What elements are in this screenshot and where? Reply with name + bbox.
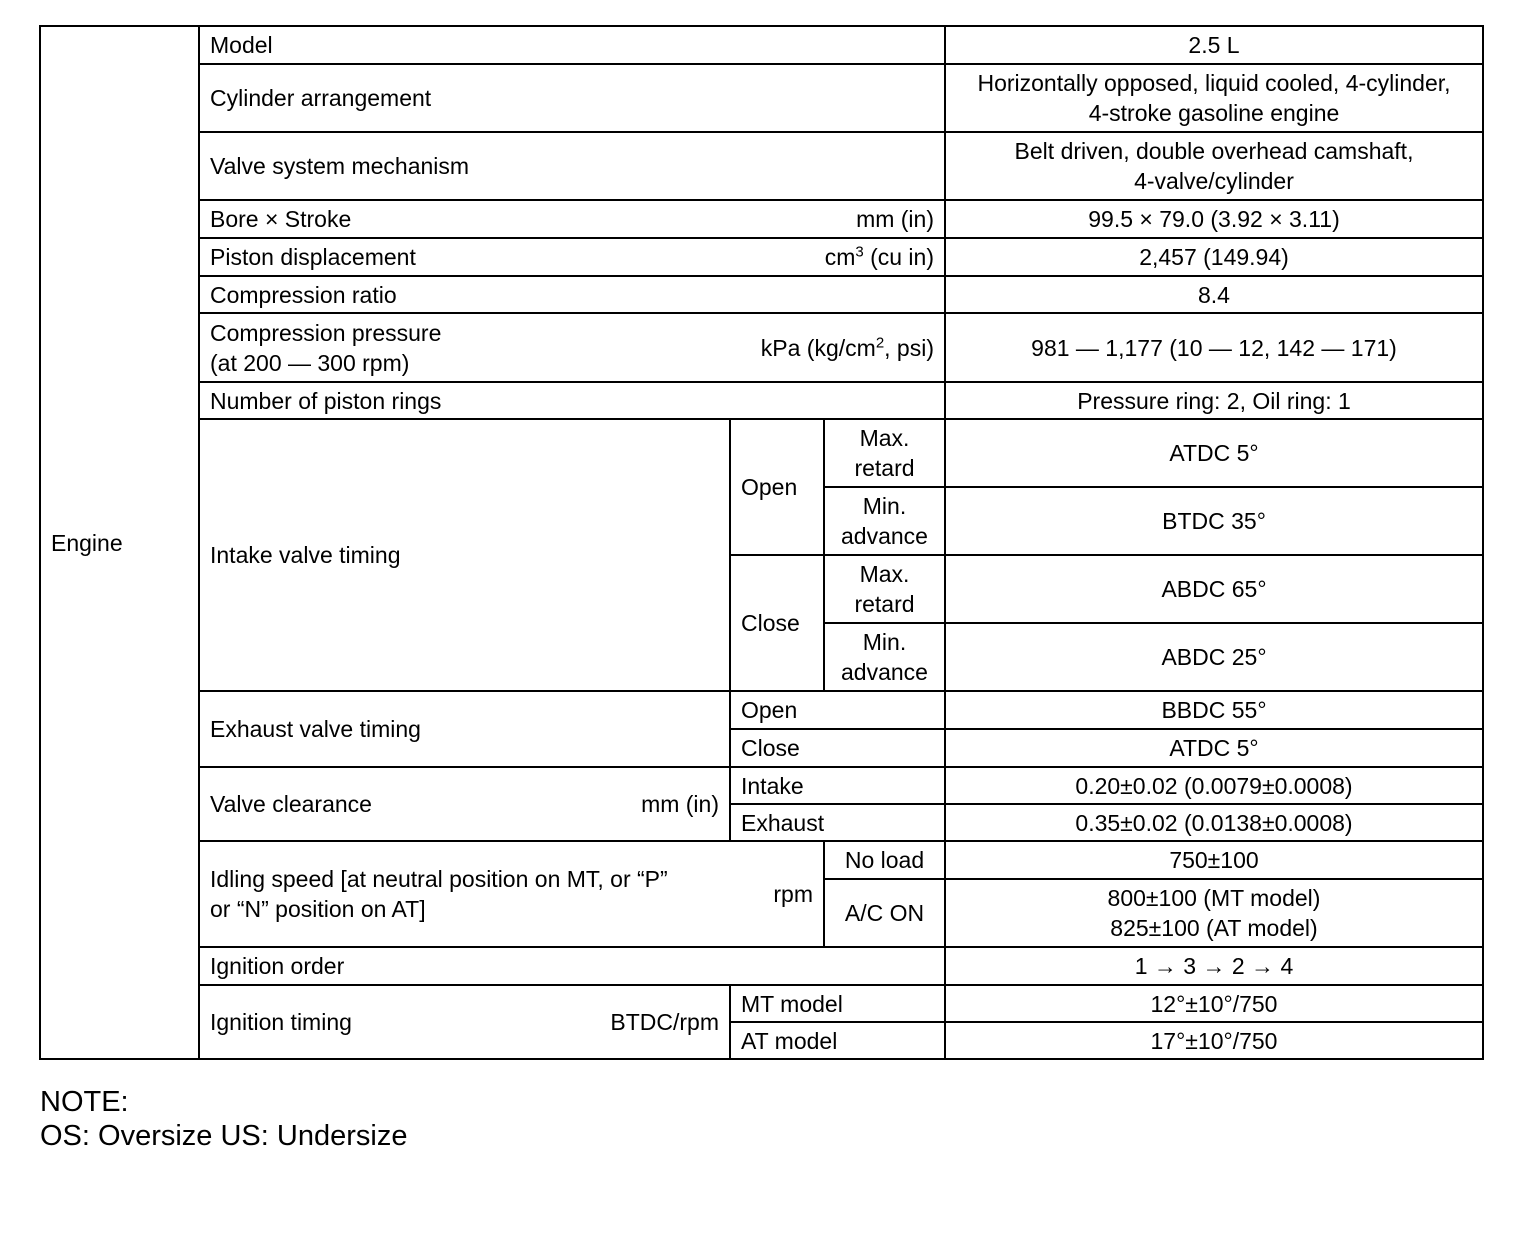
ignition-order-label: Ignition order <box>199 947 945 985</box>
table-row <box>40 419 1483 487</box>
exhaust-open-value: BBDC 55° <box>945 691 1483 729</box>
intake-open-max-retard-label: Max. retard <box>824 419 945 487</box>
idling-label-cell <box>199 841 824 947</box>
engine-group-label: Engine <box>40 26 199 1059</box>
bore-label: Bore × Stroke <box>210 206 352 232</box>
note-title: NOTE: <box>40 1086 129 1118</box>
ignition-timing-mt-value: 12°±10°/750 <box>945 985 1483 1022</box>
ignition-timing-unit: BTDC/rpm <box>610 1009 719 1035</box>
compression-pressure-value: 981 — 1,177 (10 — 12, 142 — 171) <box>945 313 1483 382</box>
table-row <box>40 985 1483 1022</box>
valve-clearance-exhaust-value: 0.35±0.02 (0.0138±0.0008) <box>945 804 1483 841</box>
intake-open-label: Open <box>730 419 824 555</box>
exhaust-close-value: ATDC 5° <box>945 729 1483 767</box>
intake-open-max-retard-value: ATDC 5° <box>945 419 1483 487</box>
ignition-timing-at-label: AT model <box>730 1022 945 1059</box>
table-row <box>40 200 1483 238</box>
intake-open-min-advance-label: Min. advance <box>824 487 945 555</box>
idling-label: Idling speed [at neutral position on MT, or “P” or “N” position on AT] <box>210 866 668 922</box>
piston-rings-label: Number of piston rings <box>199 382 945 419</box>
note-text: OS: Oversize US: Undersize <box>40 1120 408 1152</box>
valve-clearance-unit: mm (in) <box>641 791 719 817</box>
valve-clearance-intake-label: Intake <box>730 767 945 804</box>
ignition-timing-label-cell <box>199 985 730 1059</box>
table-row <box>40 947 1483 985</box>
valve-clearance-label: Valve clearance <box>210 791 372 817</box>
table-row <box>40 313 1483 382</box>
ignition-timing-mt-label: MT model <box>730 985 945 1022</box>
exhaust-close-label: Close <box>730 729 945 767</box>
table-row <box>40 26 1483 64</box>
ignition-timing-label: Ignition timing <box>210 1009 352 1035</box>
idling-ac-on-value: 800±100 (MT model) 825±100 (AT model) <box>945 879 1483 947</box>
intake-close-max-retard-value: ABDC 65° <box>945 555 1483 623</box>
valve-clearance-exhaust-label: Exhaust <box>730 804 945 841</box>
compression-pressure-label: Compression pressure (at 200 — 300 rpm) <box>210 319 442 376</box>
bore-label-cell <box>199 200 945 238</box>
table-row <box>40 64 1483 132</box>
table-row <box>40 276 1483 313</box>
idling-ac-on-label: A/C ON <box>824 879 945 947</box>
exhaust-timing-label: Exhaust valve timing <box>199 691 730 767</box>
piston-rings-value: Pressure ring: 2, Oil ring: 1 <box>945 382 1483 419</box>
intake-close-max-retard-label: Max. retard <box>824 555 945 623</box>
idling-no-load-value: 750±100 <box>945 841 1483 879</box>
intake-timing-label: Intake valve timing <box>199 419 730 691</box>
valve-clearance-label-cell <box>199 767 730 841</box>
cylinder-label: Cylinder arrangement <box>199 64 945 132</box>
cylinder-value: Horizontally opposed, liquid cooled, 4-cylinder, 4-stroke gasoline engine <box>945 64 1483 132</box>
compression-pressure-label-cell <box>199 313 945 382</box>
engine-spec-table <box>39 25 1484 1060</box>
intake-close-min-advance-value: ABDC 25° <box>945 623 1483 691</box>
idling-unit: rpm <box>773 881 813 907</box>
table-row <box>40 132 1483 200</box>
displacement-unit: $cm^3$ (cu in) <box>824 243 934 270</box>
intake-close-label: Close <box>730 555 824 691</box>
idling-no-load-label: No load <box>824 841 945 879</box>
valve-clearance-intake-value: 0.20±0.02 (0.0079±0.0008) <box>945 767 1483 804</box>
displacement-label-cell <box>199 238 945 276</box>
exhaust-open-label: Open <box>730 691 945 729</box>
bore-value: 99.5 × 79.0 (3.92 × 3.11) <box>945 200 1483 238</box>
ignition-order-value: 1 → 3 → 2 → 4 <box>945 947 1483 985</box>
valve-system-label: Valve system mechanism <box>199 132 945 200</box>
compression-ratio-value: 8.4 <box>945 276 1483 313</box>
valve-system-value: Belt driven, double overhead camshaft, 4-valve/cylinder <box>945 132 1483 200</box>
ignition-timing-at-value: 17°±10°/750 <box>945 1022 1483 1059</box>
displacement-label: Piston displacement <box>210 244 416 270</box>
compression-ratio-label: Compression ratio <box>199 276 945 313</box>
table-row <box>40 841 1483 879</box>
intake-close-min-advance-label: Min. advance <box>824 623 945 691</box>
intake-open-min-advance-value: BTDC 35° <box>945 487 1483 555</box>
table-row <box>40 382 1483 419</box>
table-row <box>40 767 1483 804</box>
displacement-value: 2,457 (149.94) <box>945 238 1483 276</box>
table-row <box>40 238 1483 276</box>
table-row <box>40 691 1483 729</box>
compression-pressure-unit: kPa ($kg/cm^2$, psi) <box>760 333 934 361</box>
model-label: Model <box>199 26 945 64</box>
note-block <box>40 1085 407 1153</box>
bore-unit: mm (in) <box>856 206 934 232</box>
model-value: 2.5 L <box>945 26 1483 64</box>
